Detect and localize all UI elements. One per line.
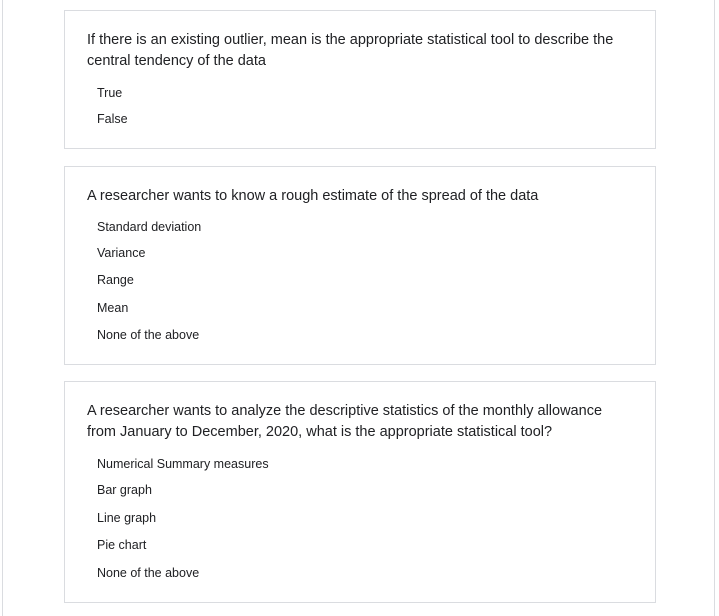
question-card-1	[64, 10, 656, 149]
option-numerical-summary-measures[interactable]: Numerical Summary measures	[97, 457, 269, 471]
option-standard-deviation[interactable]: Standard deviation	[97, 220, 202, 234]
option-variance[interactable]: Variance	[97, 246, 146, 260]
option-none-of-the-above[interactable]: None of the above	[97, 566, 200, 580]
option-range[interactable]: Range	[97, 273, 134, 287]
question-text: A researcher wants to analyze the descriptive statistics of the monthly allowance from January to December, 2020, what is the appropriate statistical tool?	[87, 403, 603, 440]
question-card-3	[64, 381, 656, 603]
question-text: If there is an existing outlier, mean is the appropriate statistical tool to describe the central tendency of the data	[87, 32, 614, 69]
option-mean[interactable]: Mean	[97, 301, 129, 315]
option-bar-graph[interactable]: Bar graph	[97, 483, 152, 497]
option-false[interactable]: False	[97, 112, 128, 126]
option-true[interactable]: True	[97, 86, 123, 100]
question-card-2	[64, 166, 656, 365]
option-line-graph[interactable]: Line graph	[97, 511, 157, 525]
option-none-of-the-above[interactable]: None of the above	[97, 328, 200, 342]
option-pie-chart[interactable]: Pie chart	[97, 538, 147, 552]
question-text: A researcher wants to know a rough estimate of the spread of the data	[87, 188, 539, 204]
